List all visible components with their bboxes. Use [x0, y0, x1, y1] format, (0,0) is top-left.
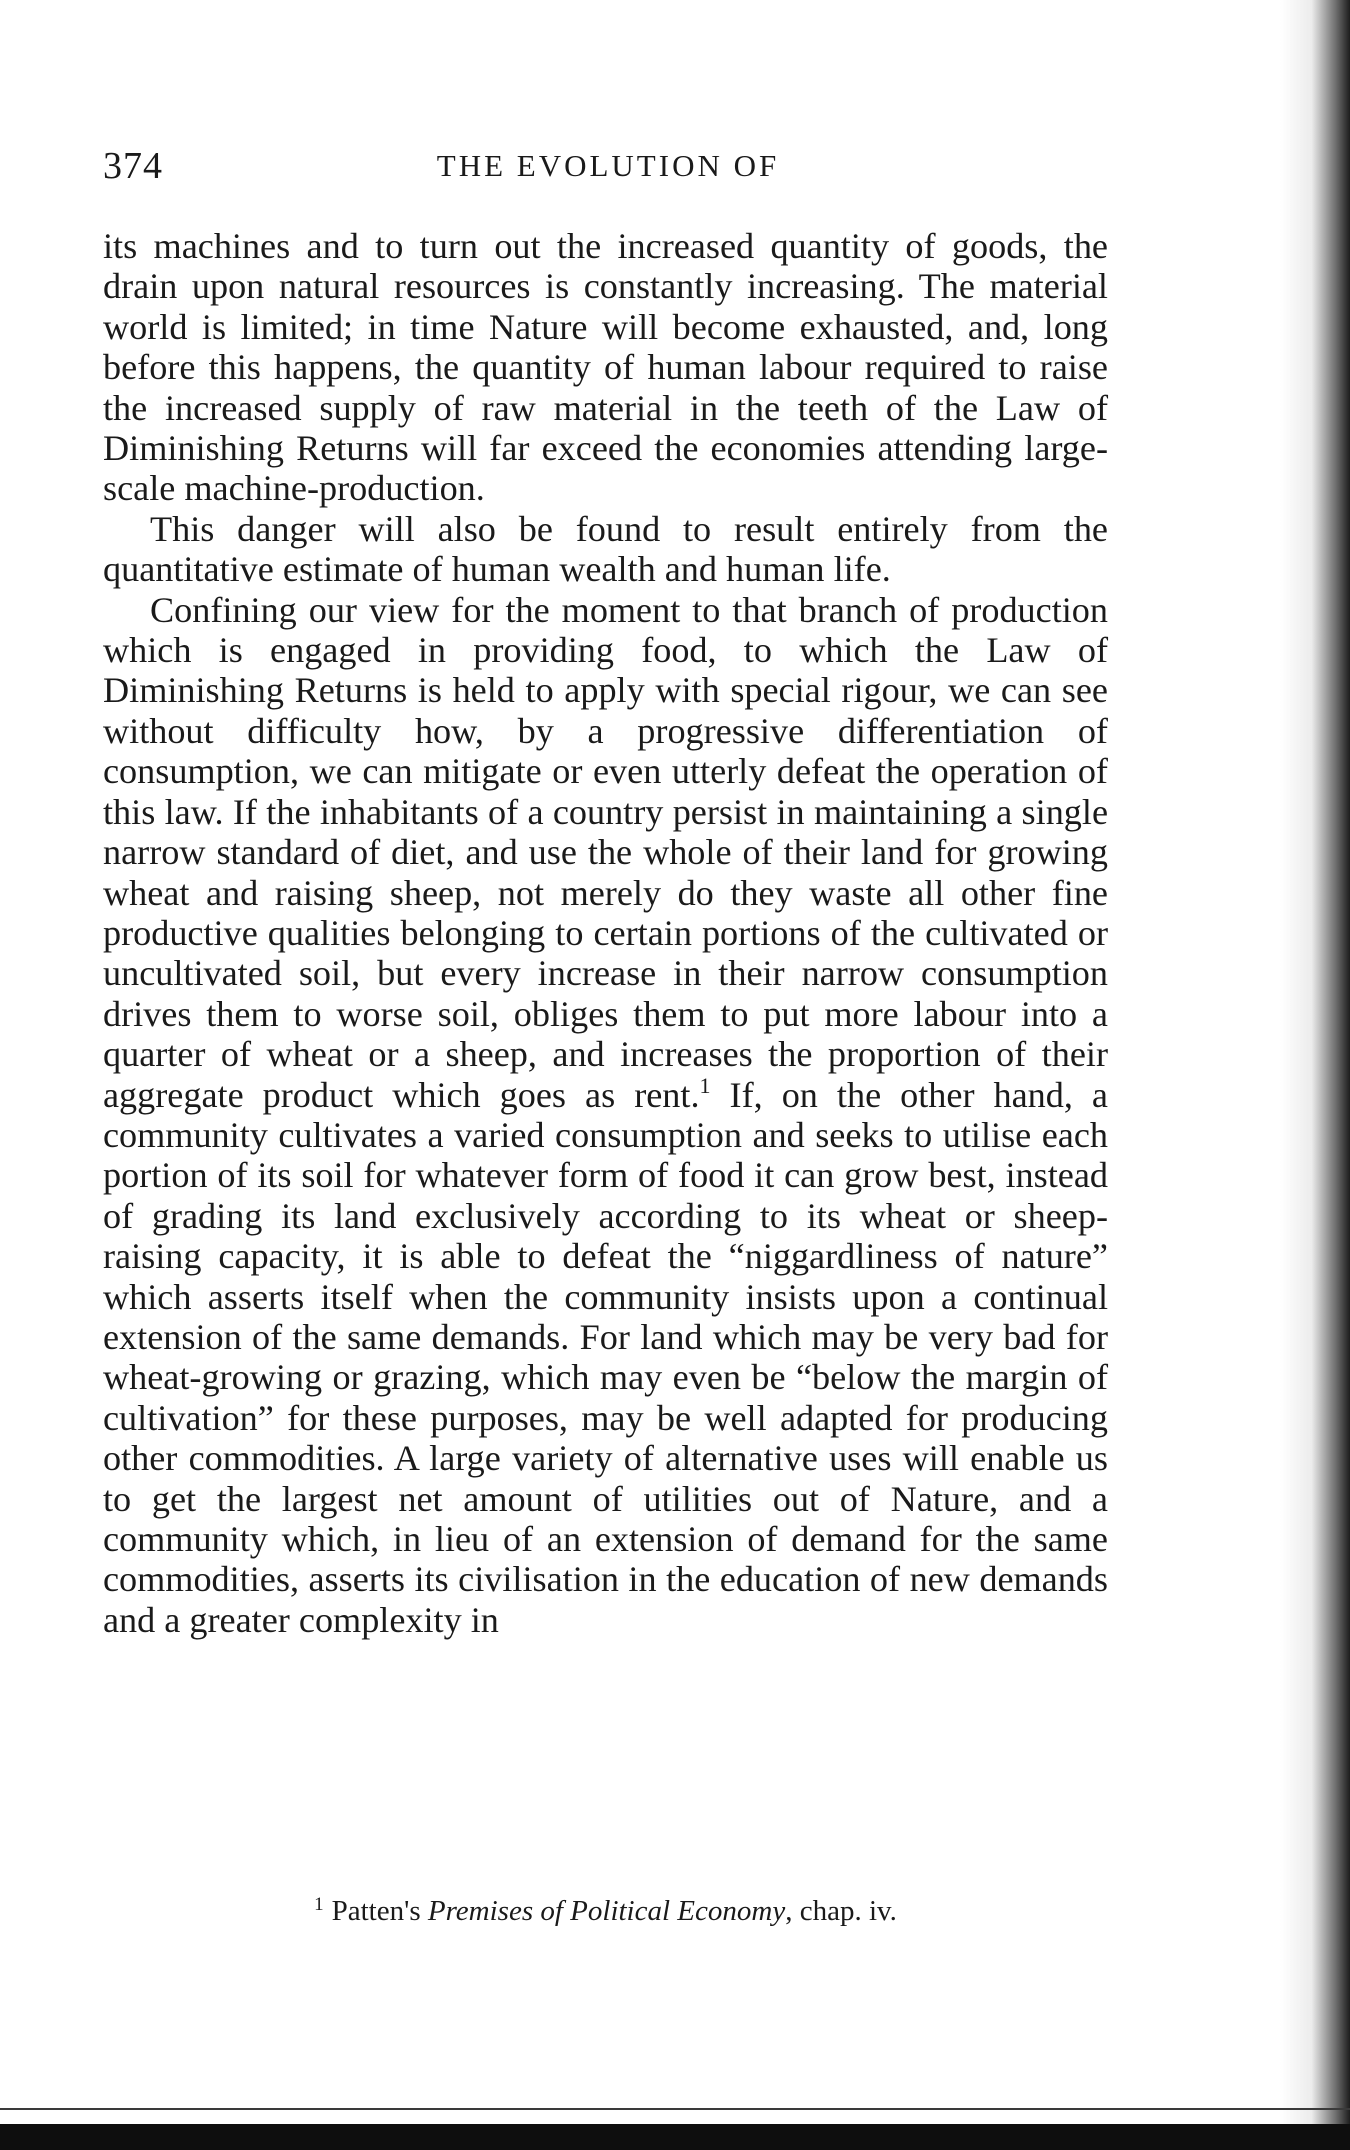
scanned-bottom-edge	[0, 2124, 1350, 2150]
page-header	[103, 138, 1113, 198]
bottom-rule	[0, 2108, 1350, 2110]
footnote-marker: 1	[314, 1894, 324, 1915]
footnote-author: Patten's	[331, 1895, 428, 1927]
body-text	[103, 226, 1108, 1640]
footnote	[103, 1887, 1108, 1929]
running-title: THE EVOLUTION OF	[436, 148, 780, 183]
scanned-page-edge	[1280, 0, 1350, 2150]
footnote-location: , chap. iv.	[785, 1895, 897, 1927]
paragraph-3-text-before-ref: Confining our view for the moment to that branch of production which is engaged in providing food, to which the Law of Diminishing Returns is held to apply with special rigour, we can see without difficulty how, by a progressive differentiation of consumption, we can mitigate or even utterly defeat the operation of this law. If the inhabitants of a country persist in maintaining a single narrow standard of diet, and use the whole of their land for growing wheat and raising sheep, not merely do they waste all other fine productive qualities belonging to certain portions of the cultivated or uncultivated soil, but every increase in their narrow consumption drives them to worse soil, obliges them to put more labour into a quarter of wheat or a sheep, and increases the proportion of their aggregate product which goes as rent.	[103, 589, 1108, 1115]
footnote-book-title: Premises of Political Economy	[427, 1895, 786, 1927]
page-number: 374	[103, 145, 163, 187]
paragraph-2: This danger will also be found to result entirely from the quantitative estimate of human wealth and human life.	[103, 508, 1108, 590]
paragraph-1: its machines and to turn out the increased quantity of goods, the drain upon natural resources is constantly increasing. The material world is limited; in time Nature will become exhausted, and, long before this happens, the quantity of human labour required to raise the increased supply of raw material in the teeth of the Law of Diminishing Returns will far exceed the economies attending large-scale machine-production.	[103, 226, 1108, 509]
paragraph-3-text-after-ref: If, on the other hand, a community cultivates a varied consumption and seeks to utilise each portion of its soil for whatever form of food it can grow best, instead of grading its land exclusively according to its wheat or sheep-raising capacity, it is able to defeat the “niggardliness of nature” which asserts itself when the community insists upon a continual extension of the same demands. For land which may be very bad for wheat-growing or grazing, which may even be “below the margin of cultivation” for these purposes, may be well adapted for producing other commodities. A large variety of alternative uses will enable us to get the largest net amount of utilities out of Nature, and a community which, in lieu of an extension of demand for the same commodities, asserts its civilisation in the education of new demands and a greater complexity in	[103, 1074, 1108, 1640]
footnote-reference: 1	[699, 1072, 711, 1098]
paragraph-3	[103, 590, 1108, 1641]
